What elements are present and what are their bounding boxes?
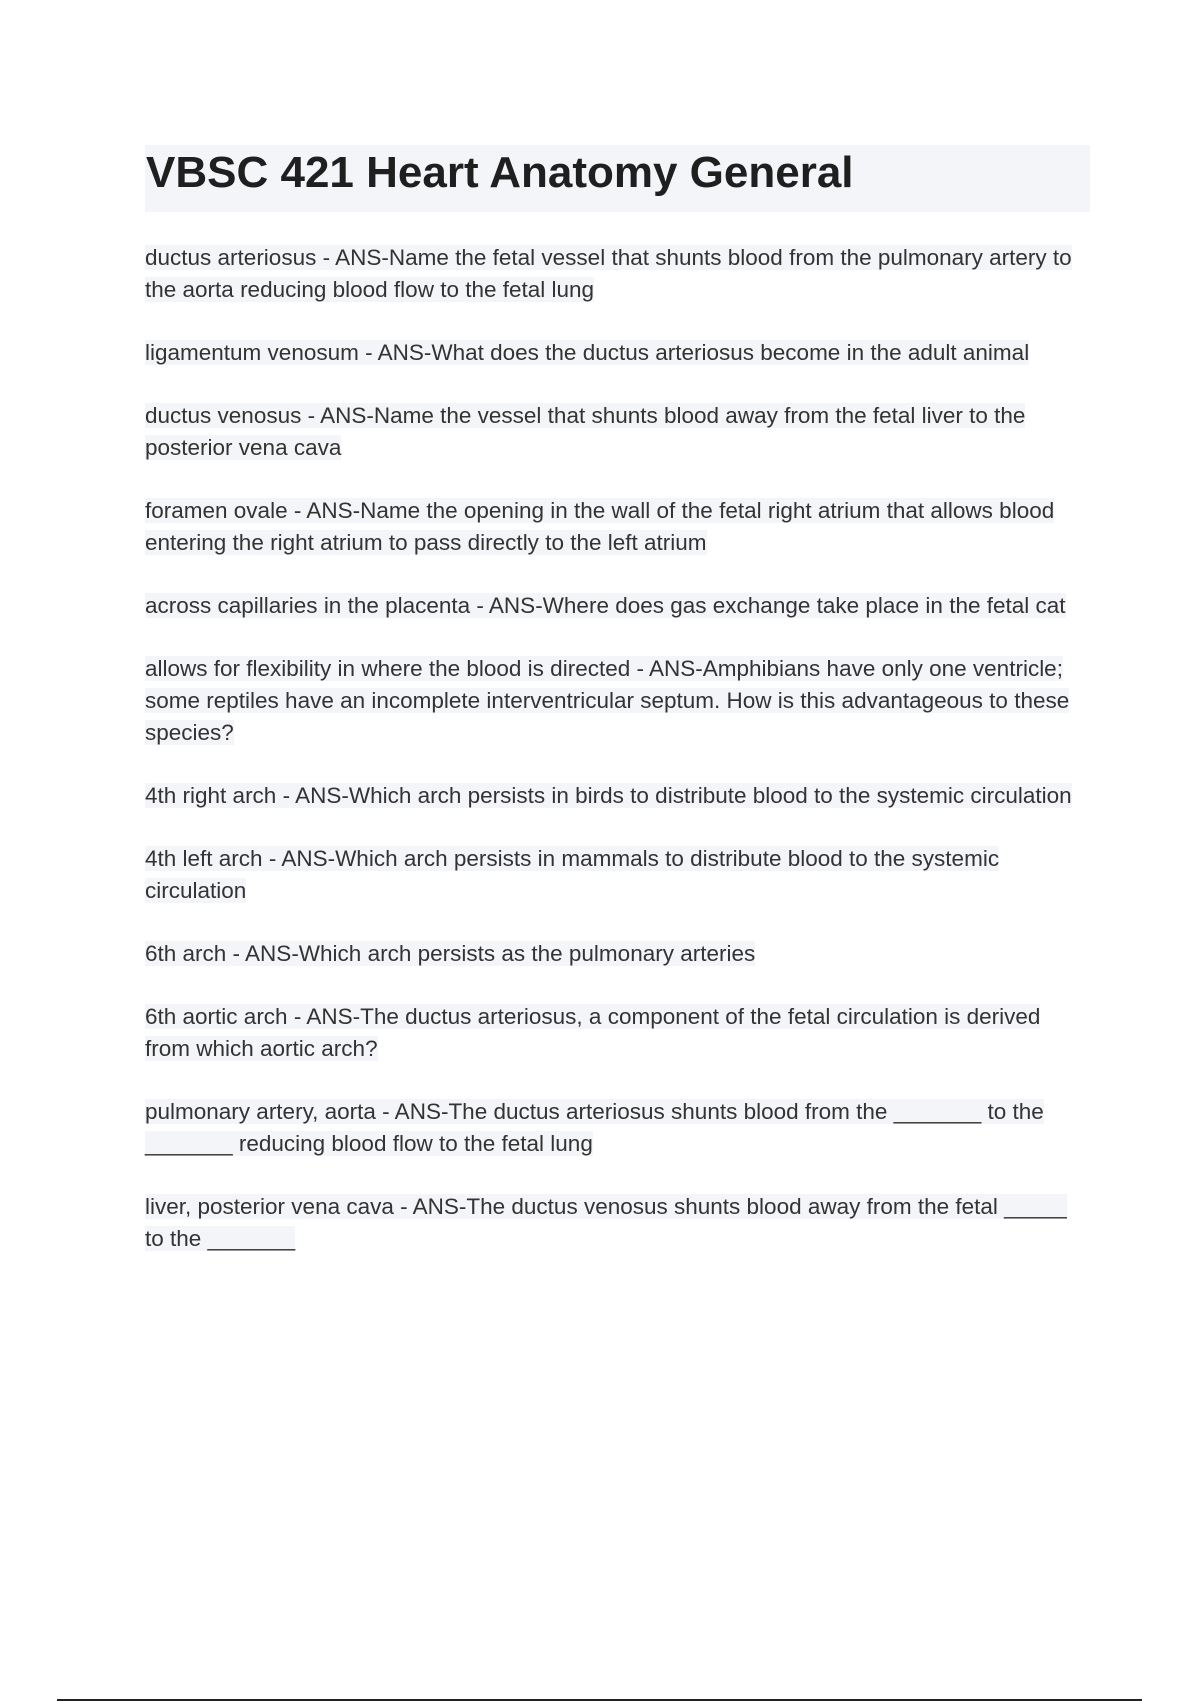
qa-item	[145, 938, 1090, 970]
qa-text: foramen ovale - ANS-Name the opening in the wall of the fetal right atrium that allows blood entering the right atrium to pass directly to the left atrium	[145, 498, 1055, 555]
qa-item	[145, 495, 1090, 559]
qa-item	[145, 1096, 1090, 1160]
qa-item	[145, 780, 1090, 812]
qa-text: across capillaries in the placenta - ANS-Where does gas exchange take place in the fetal cat	[145, 593, 1066, 618]
qa-item	[145, 653, 1090, 749]
qa-text: allows for flexibility in where the blood is directed - ANS-Amphibians have only one ventricle; some reptiles have an incomplete interventricular septum. How is this advantageous to these species?	[145, 656, 1070, 745]
qa-item	[145, 1001, 1090, 1065]
qa-text: liver, posterior vena cava - ANS-The ductus venosus shunts blood away from the fetal _____ to the _______	[145, 1194, 1067, 1251]
qa-text: 4th right arch - ANS-Which arch persists in birds to distribute blood to the systemic circulation	[145, 783, 1072, 808]
qa-text: ductus venosus - ANS-Name the vessel that shunts blood away from the fetal liver to the posterior vena cava	[145, 403, 1026, 460]
qa-text: ductus arteriosus - ANS-Name the fetal vessel that shunts blood from the pulmonary artery to the aorta reducing blood flow to the fetal lung	[145, 245, 1072, 302]
qa-item	[145, 590, 1090, 622]
qa-text: 6th arch - ANS-Which arch persists as the pulmonary arteries	[145, 941, 756, 966]
qa-item	[145, 242, 1090, 306]
document-title: VBSC 421 Heart Anatomy General	[146, 148, 854, 197]
qa-text: 4th left arch - ANS-Which arch persists in mammals to distribute blood to the systemic circulation	[145, 846, 1000, 903]
qa-item	[145, 1191, 1090, 1255]
qa-list	[145, 242, 1090, 1286]
qa-item	[145, 843, 1090, 907]
qa-item	[145, 400, 1090, 464]
qa-item	[145, 337, 1090, 369]
qa-text: 6th aortic arch - ANS-The ductus arteriosus, a component of the fetal circulation is derived from which aortic arch?	[145, 1004, 1041, 1061]
qa-text: pulmonary artery, aorta - ANS-The ductus arteriosus shunts blood from the _______ to the _______ reducing blood flow to the fetal lung	[145, 1099, 1044, 1156]
qa-text: ligamentum venosum - ANS-What does the ductus arteriosus become in the adult animal	[145, 340, 1030, 365]
